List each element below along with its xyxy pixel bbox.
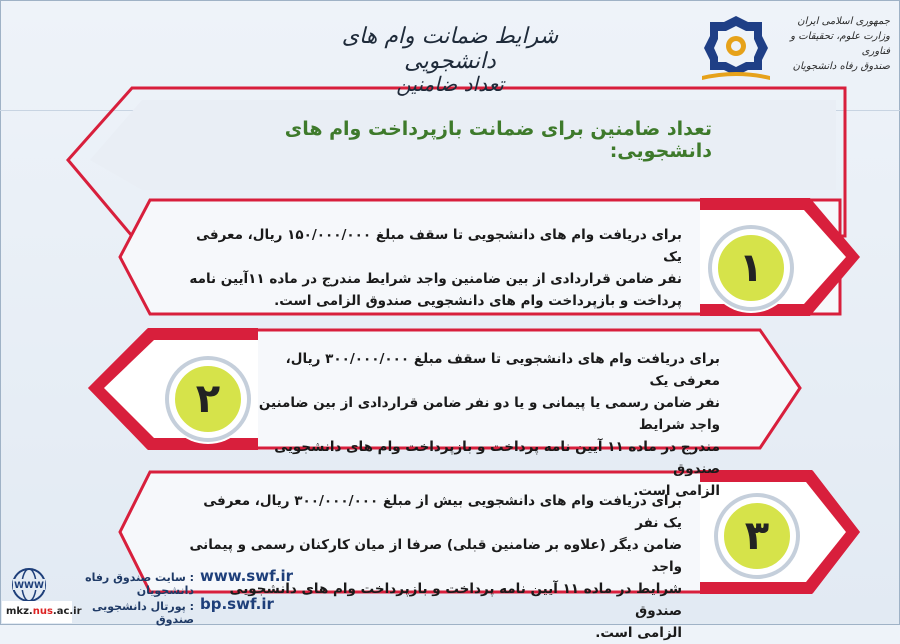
page-title: شرایط ضمانت وام های دانشجویی (341, 24, 559, 74)
item-1-line-1: برای دریافت وام های دانشجویی تا سقف مبلغ ۱۵۰/۰۰۰/۰۰۰ ریال، معرفی یک (196, 227, 682, 265)
item-3-line-1: برای دریافت وام های دانشجویی بیش از مبلغ ۳۰۰/۰۰۰/۰۰۰ ریال، معرفی یک نفر (203, 493, 682, 531)
org-line-1: جمهوری اسلامی ایران (797, 16, 890, 27)
item-3-line-2: ضامن دیگر (علاوه بر ضامنین قبلی) صرفا از میان کارکنان رسمی و پیمانی واجد (189, 537, 682, 575)
source-watermark (2, 601, 82, 623)
page-subtitle: تعداد ضامنین (396, 72, 504, 96)
watermark-tail: .ac.ir (52, 606, 82, 617)
item-3-line-4: الزامی است. (595, 625, 682, 641)
org-line-3: صندوق رفاه دانشجویان (792, 61, 890, 72)
item-1-number-badge: ۱ (712, 229, 790, 307)
section-heading: تعداد ضامنین برای ضمانت بازپرداخت وام های دانشجویی: (284, 118, 712, 162)
item-1-line-3: پرداخت و بازپرداخت وام های دانشجویی صندوق الزامی است. (274, 293, 682, 309)
watermark-main: mkz. (6, 606, 33, 617)
site-label: : سایت صندوق رفاه دانشجویان (85, 571, 194, 597)
swf-logo-icon (696, 12, 776, 84)
globe-www-label: WWW (14, 581, 44, 591)
org-line-2: وزارت علوم، تحقیقات و فناوری (790, 31, 890, 57)
item-2-line-1: برای دریافت وام های دانشجویی تا سقف مبلغ ۳۰۰/۰۰۰/۰۰۰ ریال، معرفی یک (285, 351, 720, 389)
site-url-link[interactable]: www.swf.ir (200, 567, 294, 585)
item-3-number-badge: ۳ (718, 497, 796, 575)
item-2-number-badge: ۲ (169, 360, 247, 438)
globe-www-icon (10, 566, 48, 604)
item-3-line-3: شرایط در ماده ۱۱ آیین نامه پرداخت و بازپرداخت وام های دانشجویی صندوق (229, 581, 682, 619)
portal-url-link[interactable]: bp.swf.ir (200, 595, 274, 613)
item-2-text (240, 348, 720, 502)
item-2-line-4: الزامی است. (633, 483, 720, 499)
item-1-line-2: نفر ضامن قراردادی از بین ضامنین واجد شرایط مندرج در ماده ۱۱آیین نامه (189, 271, 682, 287)
item-1-text (182, 224, 682, 312)
item-2-line-2: نفر ضامن رسمی یا پیمانی و یا دو نفر ضامن قراردادی از بین ضامنین واجد شرایط (258, 395, 720, 433)
portal-label: : پورتال دانشجویی صندوق (91, 600, 194, 626)
organization-name (780, 14, 890, 74)
watermark-red: nus (32, 606, 53, 617)
item-2-line-3: مندرج در ماده ۱۱ آیین نامه پرداخت و بازپرداخت وام های دانشجویی صندوق (274, 439, 720, 477)
